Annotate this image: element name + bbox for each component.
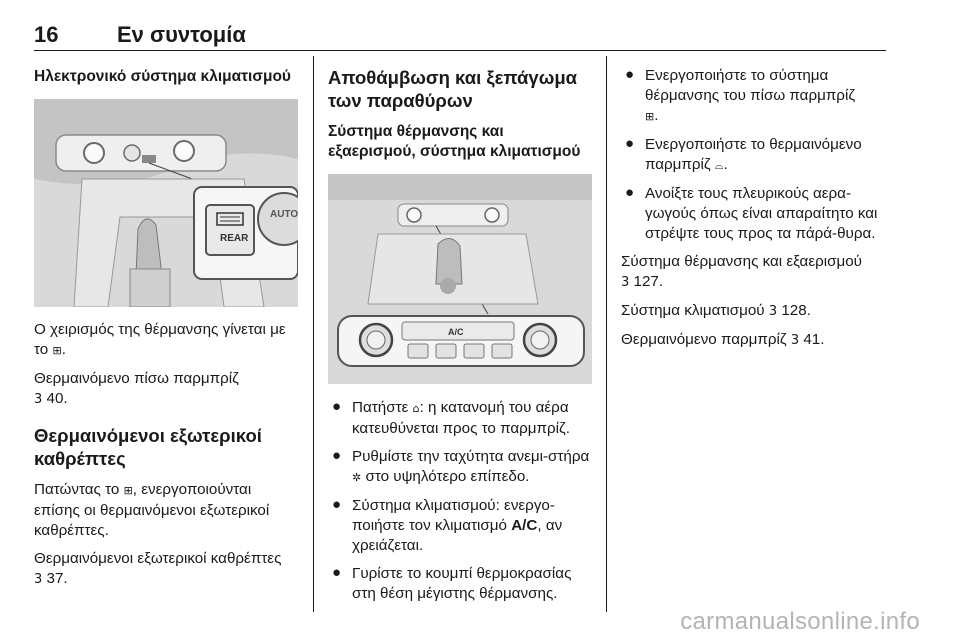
text: Θερμαινόμενο παρμπρίζ: [621, 331, 787, 348]
bullet-text: Γυρίστε το κουμπί θερμοκρασίας στη θέση μέγιστης θέρμανσης.: [352, 565, 572, 602]
reference-arrow-icon: 3: [790, 333, 800, 348]
front-defrost-icon: ⌂: [412, 402, 420, 415]
reference-arrow-icon: 3: [621, 275, 630, 290]
mirrors-reference: [34, 549, 298, 590]
fan-icon: ✲: [352, 471, 362, 484]
bullet-text: [645, 66, 891, 127]
figure-auto-label: AUTO: [270, 209, 298, 220]
text: Θερμαινόμενο πίσω παρμπρίζ: [34, 370, 239, 387]
section-title-electronic-climate: Ηλεκτρονικό σύστημα κλιματισμού: [34, 68, 291, 85]
rear-operation-text: [34, 320, 298, 361]
text: .: [654, 107, 659, 124]
bullet-text: [352, 398, 592, 439]
text: Ενεργοποιήστε το σύστημα θέρμανσης του πίσω παρμπρίζ: [645, 67, 856, 104]
bullet-dot: ●: [625, 66, 635, 83]
text: Ρυθμίστε την ταχύτητα ανεμι-στήρα: [352, 448, 590, 465]
text: Σύστημα κλιματισμού: ενεργο-ποιήστε τον κλιματισμό: [352, 497, 555, 534]
bullet-text: [645, 135, 891, 176]
text: Θερμαινόμενοι εξωτερικοί καθρέπτες: [34, 550, 282, 567]
rear-defrost-icon: ⊞: [52, 344, 62, 357]
bullet-dot: ●: [332, 564, 342, 581]
list-item: [621, 184, 891, 244]
reference-heated-windscreen: [621, 330, 891, 351]
figure-heating-control-panel: [328, 174, 592, 384]
figure-rear-label: REAR: [220, 233, 249, 244]
bullet-dot: ●: [332, 496, 342, 513]
mirrors-text: [34, 480, 298, 541]
text: Ενεργοποιήστε το θερμαινόμενο παρμπρίζ: [645, 136, 862, 173]
list-item: [621, 66, 891, 127]
reference-arrow-icon: 3: [34, 572, 43, 587]
page-reference[interactable]: 127.: [633, 273, 664, 290]
list-item: [328, 398, 592, 439]
list-item: [328, 496, 592, 556]
text: .: [61, 341, 66, 358]
list-item: [328, 447, 592, 488]
reference-arrow-icon: 3: [34, 392, 43, 407]
bullet-text: Ανοίξτε τους πλευρικούς αερα-γωγούς όπως είναι απαραίτητο και στρέψτε τους προς τα πάρά-θυρα.: [645, 185, 878, 242]
list-item: [328, 564, 592, 604]
column-divider: [313, 56, 314, 612]
text: : η κατανομή του αέρα κατευθύνεται προς το παρμπρίζ.: [352, 399, 570, 437]
page-reference[interactable]: 41.: [803, 331, 825, 348]
page-number: 16: [34, 22, 59, 47]
text: Πατήστε: [352, 399, 409, 416]
text: Σύστημα κλιματισμού: [621, 302, 765, 319]
text: Ο χειρισμός της θέρμανσης γίνεται με το: [34, 321, 286, 358]
bullet-dot: ●: [625, 135, 635, 152]
bullet-dot: ●: [625, 184, 635, 201]
section-title-heated-mirrors: Θερμαινόμενοι εξωτερικοί καθρέπτες: [34, 425, 262, 469]
text: , αν χρειάζεται.: [352, 517, 563, 554]
text: Σύστημα θέρμανσης και εξαερισμού: [621, 253, 862, 270]
running-title: Εν συντομία: [117, 22, 246, 47]
watermark: carmanualsonline.info: [680, 608, 920, 635]
figure-ac-label: A/C: [448, 327, 464, 337]
column-3: [621, 56, 891, 351]
page-header: [34, 20, 886, 51]
rear-defrost-icon: ⊞: [123, 484, 133, 497]
text: , ενεργοποιούνται επίσης οι θερμαινόμενοι εξωτερικοί καθρέπτες.: [34, 481, 270, 539]
list-item: [621, 135, 891, 176]
reference-heating-ventilation: [621, 252, 891, 293]
section-title-defog: Αποθάμβωση και ξεπάγωμα των παραθύρων: [328, 67, 578, 111]
bullet-dot: ●: [332, 447, 342, 464]
figure-climate-panel-rear-button: [34, 99, 298, 307]
bullet-dot: ●: [332, 398, 342, 415]
subsection-title-heating-ventilation: Σύστημα θέρμανσης και εξαερισμού, σύστημα κλιματισμού: [328, 123, 581, 160]
reference-arrow-icon: 3: [768, 304, 778, 319]
bullet-text: [352, 496, 592, 556]
page-reference[interactable]: 37.: [46, 570, 68, 587]
text: .: [723, 156, 728, 173]
bullet-text: [352, 447, 592, 488]
column-1: [34, 56, 298, 590]
column-divider: [606, 56, 607, 612]
page-reference[interactable]: 40.: [46, 390, 68, 407]
heated-windscreen-icon: ⌓: [714, 159, 724, 172]
column-2: [328, 56, 592, 604]
page-reference[interactable]: 128.: [781, 302, 811, 319]
ac-label: A/C: [511, 517, 538, 534]
rear-defrost-icon: ⊞: [645, 110, 655, 123]
rear-window-reference: [34, 369, 298, 410]
reference-air-conditioning: [621, 301, 891, 322]
text: Πατώντας το: [34, 481, 120, 498]
text: στο υψηλότερο επίπεδο.: [365, 468, 530, 485]
